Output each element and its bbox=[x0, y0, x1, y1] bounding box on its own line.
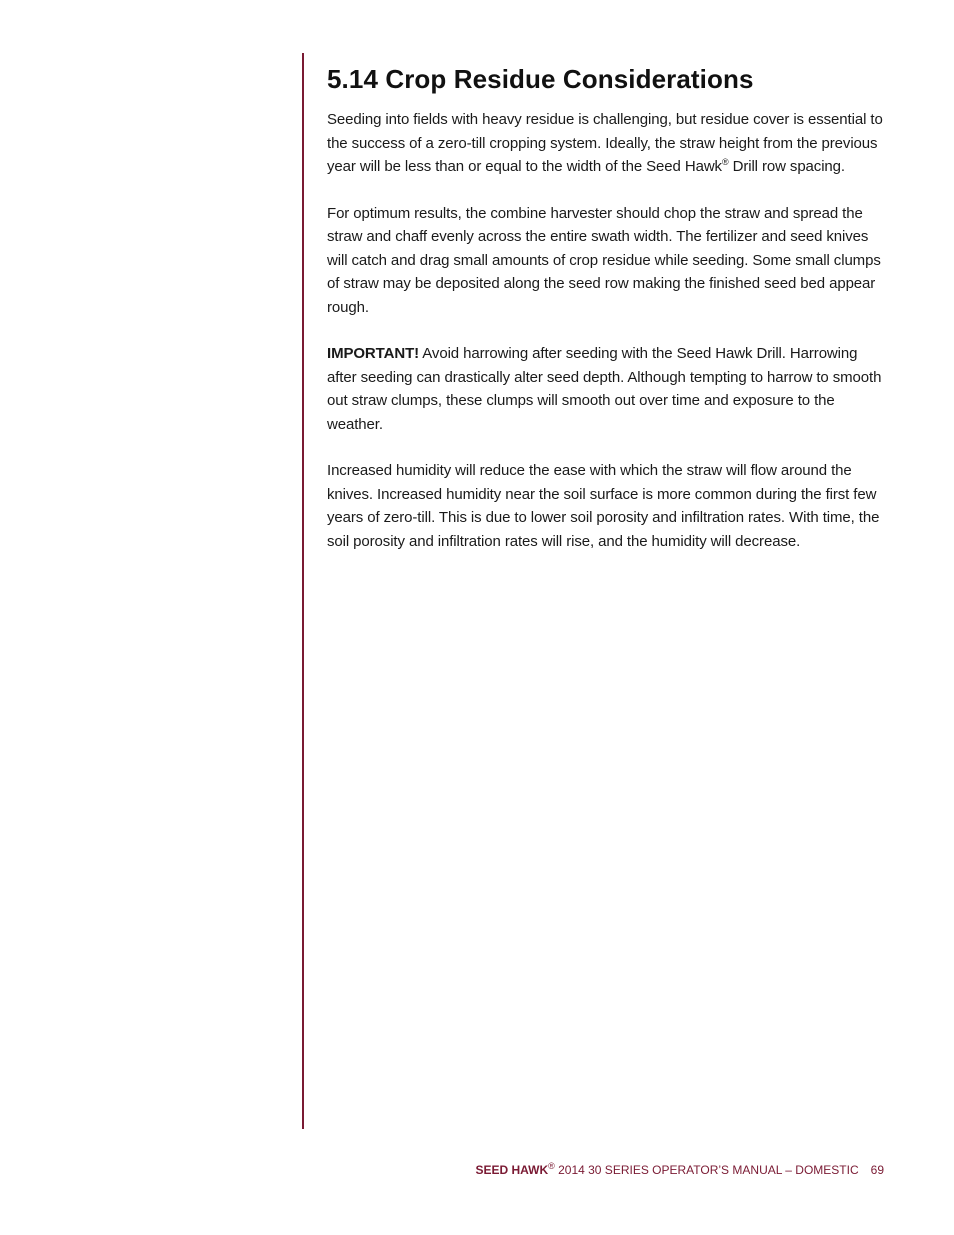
margin-rule bbox=[302, 53, 304, 1129]
paragraph-text-end: Drill row spacing. bbox=[728, 158, 845, 175]
paragraph-important bbox=[327, 342, 883, 436]
footer-manual-title: 2014 30 SERIES OPERATOR’S MANUAL – DOMESTIC bbox=[554, 1163, 859, 1177]
important-text: Avoid harrowing after seeding with the Seed Hawk Drill. Harrowing after seeding can drastically alter seed depth. Although tempting to harrow to smooth out straw clumps, these clumps will smooth out over time and exposure to the weather. bbox=[327, 345, 882, 433]
paragraph-combine: For optimum results, the combine harvester should chop the straw and spread the straw and chaff evenly across the entire swath width. The fertilizer and seed knives will catch and drag small amounts of crop residue while seeding. Some small clumps of straw may be deposited along the seed row making the finished seed bed appear rough. bbox=[327, 204, 881, 316]
important-label: IMPORTANT! bbox=[327, 345, 420, 362]
page-footer bbox=[475, 1162, 884, 1178]
registered-mark: ® bbox=[721, 157, 729, 167]
page-content bbox=[327, 60, 883, 576]
page-number: 69 bbox=[870, 1163, 884, 1177]
footer-brand: SEED HAWK bbox=[475, 1163, 549, 1177]
paragraph-residue-intro bbox=[327, 108, 883, 179]
paragraph-text: Seeding into fields with heavy residue is challenging, but residue cover is essential to the success of a zero-till cropping system. Ideally, the straw height from the previous year will be less than or equal to the width of the Seed Hawk bbox=[327, 111, 883, 175]
section-title: 5.14 Crop Residue Considerations bbox=[327, 64, 754, 94]
footer-registered-mark: ® bbox=[548, 1161, 555, 1171]
paragraph-humidity: Increased humidity will reduce the ease with which the straw will flow around the knives. Increased humidity near the soil surface is more common during the first few years of zero-till. This is due to lower soil porosity and infiltration rates. With time, the soil porosity and infiltration rates will rise, and the humidity will decrease. bbox=[327, 462, 880, 550]
